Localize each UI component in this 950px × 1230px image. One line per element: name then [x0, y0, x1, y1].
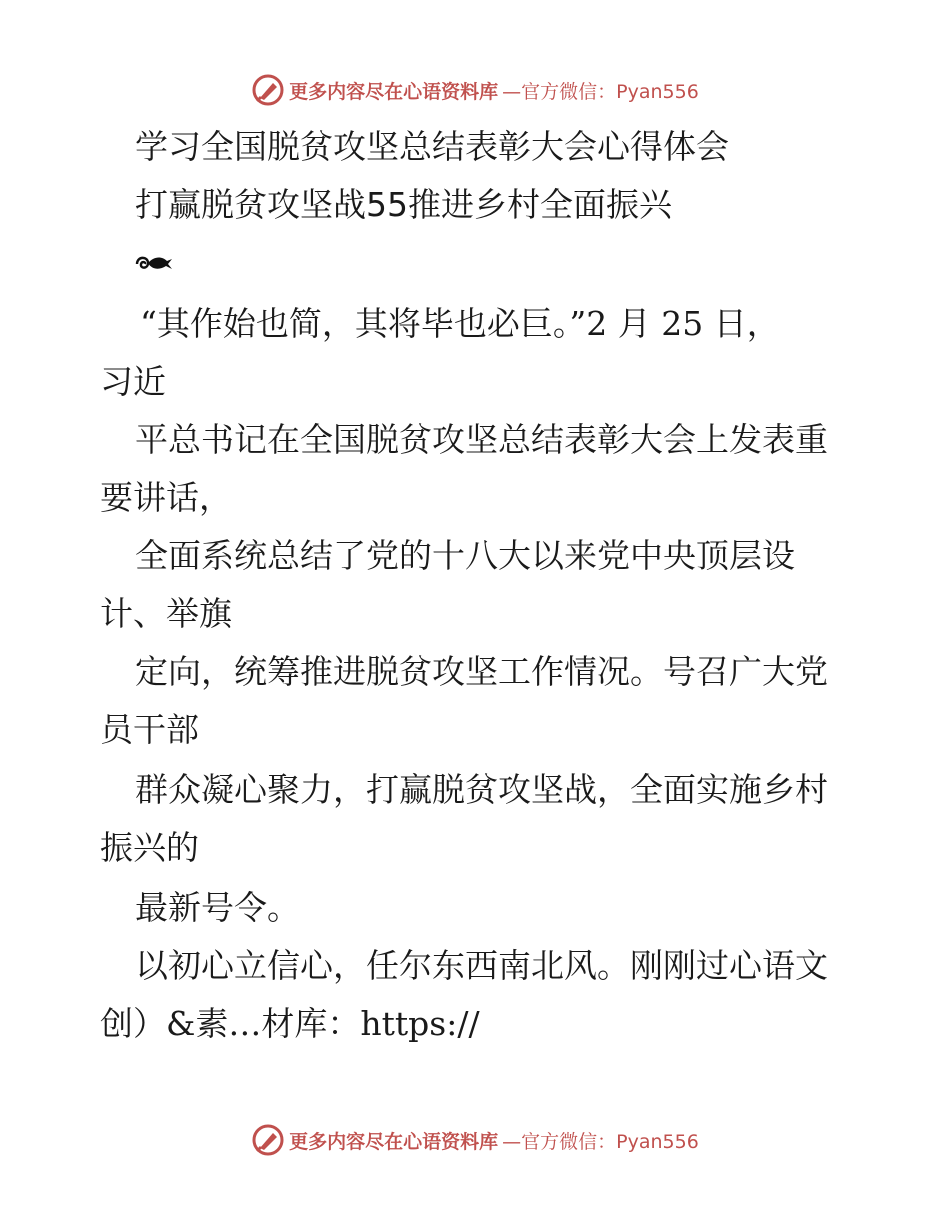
paragraph-line-8: 员干部 — [100, 710, 199, 749]
paragraph-line-10: 振兴的 — [100, 828, 199, 867]
footer-banner-inner — [251, 1123, 699, 1157]
paragraph-line-3: 平总书记在全国脱贫攻坚总结表彰大会上发表重 — [135, 420, 828, 459]
header-banner-inner — [251, 73, 699, 107]
title-line-2: 打赢脱贫攻坚战55推进乡村全面振兴 — [135, 185, 672, 224]
title-line-1: 学习全国脱贫攻坚总结表彰大会心得体会 — [135, 127, 729, 166]
header-banner-text: 更多内容尽在心语资料库 — [289, 80, 499, 103]
paragraph-line-6: 计、举旗 — [100, 594, 232, 633]
paragraph-line-4: 要讲话， — [100, 478, 232, 517]
paragraph-line-2: 习近 — [100, 362, 166, 401]
header-banner — [0, 70, 950, 110]
paragraph-line-9: 群众凝心聚力，打赢脱贫攻坚战，全面实施乡村 — [135, 770, 828, 809]
footer-banner-contact: —官方微信：Pyan556 — [502, 1130, 699, 1153]
paragraph-line-13: 创）&素…材库：https:// — [100, 1004, 480, 1043]
paragraph-line-7: 定向，统筹推进脱贫攻坚工作情况。号召广大党 — [135, 652, 828, 691]
header-banner-contact: —官方微信：Pyan556 — [502, 80, 699, 103]
paragraph-line-12: 以初心立信心，任尔东西南北风。刚刚过心语文 — [135, 946, 828, 985]
paragraph-line-5: 全面系统总结了党的十八大以来党中央顶层设 — [135, 536, 795, 575]
footer-banner-text: 更多内容尽在心语资料库 — [289, 1130, 499, 1153]
paragraph-line-11: 最新号令。 — [135, 888, 300, 927]
ornament-flourish-icon — [134, 252, 174, 274]
footer-banner — [0, 1120, 950, 1160]
pen-nib-logo-icon — [251, 1123, 285, 1157]
paragraph-line-1: “其作始也简，其将毕也必巨。”2 月 25 日， — [140, 304, 780, 343]
pen-nib-logo-icon — [251, 73, 285, 107]
